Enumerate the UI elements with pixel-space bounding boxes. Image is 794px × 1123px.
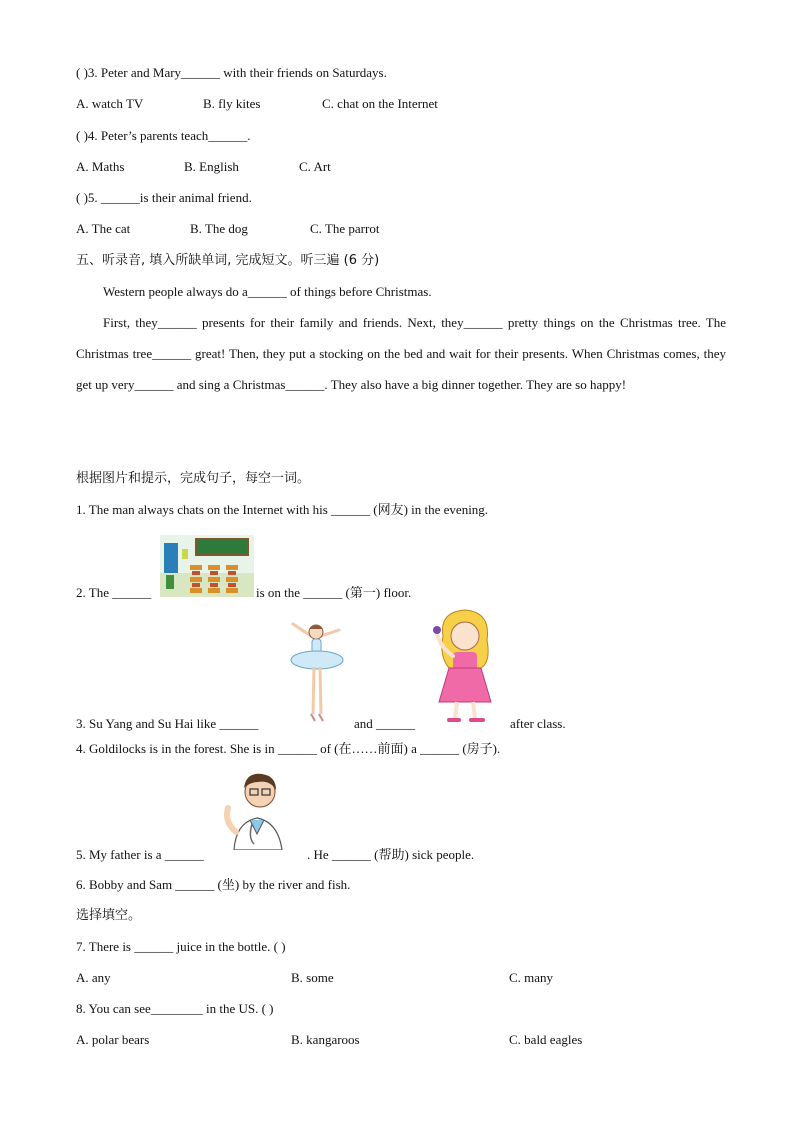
sentence-6: 6. Bobby and Sam ______ (坐) by the river and fish.: [76, 877, 351, 892]
q5-option-c: C. The parrot: [310, 221, 380, 236]
q7-option-b: B. some: [291, 970, 334, 985]
q7-option-a: A. any: [76, 970, 111, 985]
question-7: 7. There is ______ juice in the bottle. ( ): [76, 939, 286, 954]
q7-option-c: C. many: [509, 970, 554, 985]
q8-option-b: B. kangaroos: [291, 1032, 360, 1047]
question-3: ( )3. Peter and Mary______ with their friends on Saturdays.: [76, 65, 387, 80]
section5-paragraph-1: Western people always do a______ of things before Christmas.: [103, 284, 432, 299]
sentence-3-end: after class.: [510, 716, 566, 731]
q8-option-c: C. bald eagles: [509, 1032, 583, 1047]
doctor-picture: [214, 768, 300, 850]
sentence-2-end: is on the ______ (第一) floor.: [256, 585, 412, 600]
singer-picture: [425, 606, 507, 726]
q3-option-b: B. fly kites: [203, 96, 261, 111]
sentence-1: 1. The man always chats on the Internet with his ______ (网友) in the evening.: [76, 502, 489, 517]
ballet-dancer-picture: [283, 622, 353, 724]
sentence-4: 4. Goldilocks is in the forest. She is in ______ of (在……前面) a ______ (房子).: [76, 741, 501, 756]
q4-option-c: C. Art: [299, 159, 331, 174]
q3-option-c: C. chat on the Internet: [322, 96, 438, 111]
q3-option-a: A. watch TV: [76, 96, 144, 111]
section5-heading: 五、听录音, 填入所缺单词, 完成短文。听三遍 (6 分): [76, 253, 380, 268]
sentence-5-end: . He ______ (帮助) sick people.: [307, 847, 475, 862]
q5-option-b: B. The dog: [190, 221, 248, 236]
q5-option-a: A. The cat: [76, 221, 131, 236]
classroom-picture: [160, 535, 254, 597]
sentence-2-start: 2. The ______: [76, 585, 152, 600]
q4-option-b: B. English: [184, 159, 239, 174]
question-5: ( )5. ______is their animal friend.: [76, 190, 252, 205]
q8-option-a: A. polar bears: [76, 1032, 150, 1047]
question-4: ( )4. Peter’s parents teach______.: [76, 128, 251, 143]
choice-section-heading: 选择填空。: [76, 908, 142, 923]
q4-option-a: A. Maths: [76, 159, 125, 174]
question-8: 8. You can see________ in the US. ( ): [76, 1001, 274, 1016]
picture-section-heading: 根据图片和提示，完成句子，每空一词。: [76, 471, 311, 486]
sentence-3-start: 3. Su Yang and Su Hai like ______: [76, 716, 259, 731]
section5-paragraph-2: First, they______ presents for their family and friends. Next, they______ pretty things on the Christmas tree. The Christmas tree______ great! Then, they put a stocking on the bed and wait for their presents. When Christmas comes, they get up very______ and sing a Christmas______. They also have a big dinner together. They are so happy!: [76, 315, 726, 392]
sentence-5-start: 5. My father is a ______: [76, 847, 204, 862]
sentence-3-and: and ______: [354, 716, 416, 731]
